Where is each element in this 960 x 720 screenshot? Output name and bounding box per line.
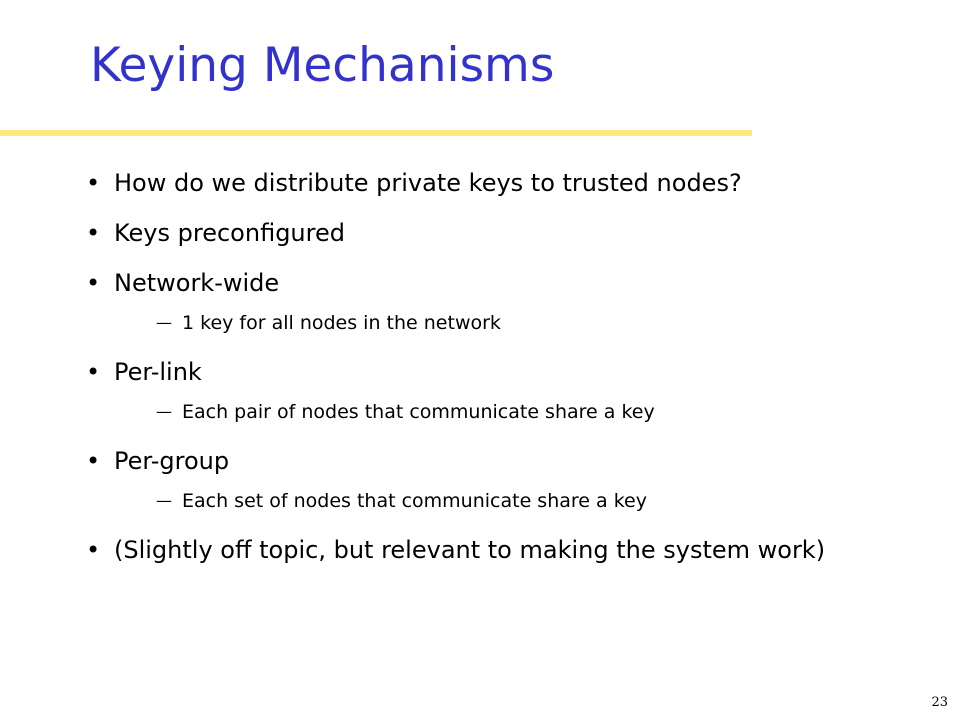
dash-icon: — [156, 313, 172, 332]
bullet-text: Per-group [114, 447, 230, 475]
page-number: 23 [931, 695, 948, 710]
bullet-icon: • [86, 447, 101, 475]
bullet-text: Keys preconfigured [114, 219, 345, 247]
bullet-icon: • [86, 536, 101, 564]
bullet-item [86, 359, 846, 386]
bullet-list [86, 170, 846, 587]
bullet-text: How do we distribute private keys to trusted nodes? [114, 169, 742, 197]
sub-bullet-text: 1 key for all nodes in the network [182, 312, 501, 334]
bullet-text: Network-wide [114, 269, 280, 297]
sub-bullet-item [156, 490, 846, 512]
bullet-text: (Slightly off topic, but relevant to making the system work) [114, 536, 826, 564]
bullet-item [86, 220, 846, 247]
bullet-item [86, 270, 846, 297]
bullet-item [86, 170, 846, 197]
bullet-icon: • [86, 219, 101, 247]
bullet-item [86, 537, 846, 564]
sub-bullet-text: Each pair of nodes that communicate share a key [182, 401, 655, 423]
sub-bullet-item [156, 312, 846, 334]
sub-bullet-item [156, 401, 846, 423]
sub-bullet-text: Each set of nodes that communicate share a key [182, 490, 647, 512]
bullet-icon: • [86, 169, 101, 197]
slide-title: Keying Mechanisms [90, 38, 555, 93]
title-underline [0, 130, 752, 136]
bullet-icon: • [86, 269, 101, 297]
dash-icon: — [156, 402, 172, 421]
bullet-icon: • [86, 358, 101, 386]
bullet-text: Per-link [114, 358, 202, 386]
bullet-item [86, 448, 846, 475]
dash-icon: — [156, 491, 172, 510]
